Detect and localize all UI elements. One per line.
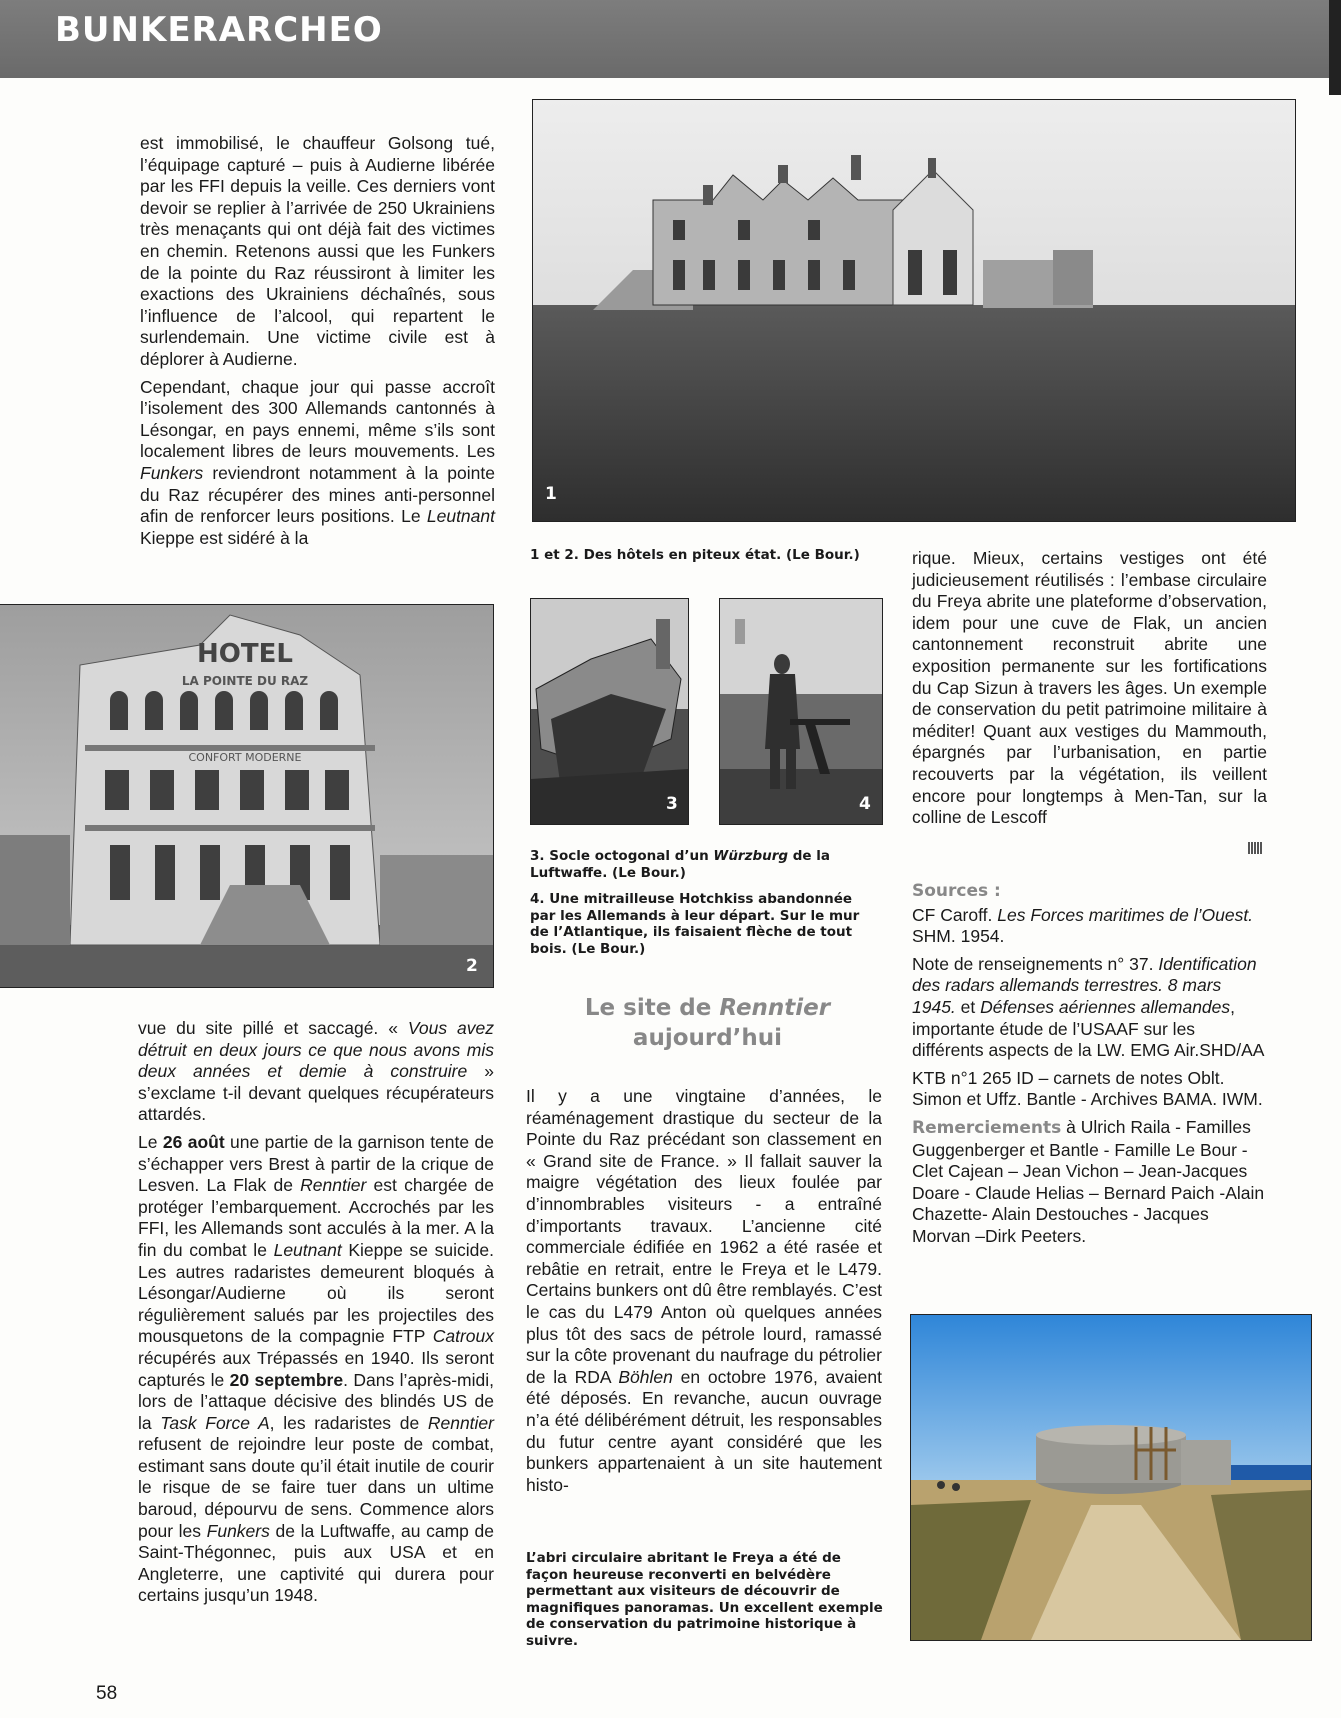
photo-5-drawing (911, 1315, 1311, 1640)
photo-3-drawing (531, 599, 688, 824)
paragraph: Il y a une vingtaine d’années, le réaménagement drastique du secteur de la Pointe du Raz précédant son classement en « Grand site de France. » Il fallait sauver la maigre végétation des lieux foulée par d’innombrables visiteurs - a entraîné d’importants travaux. L’ancienne cité commerciale édifiée en 1962 a été rasée et rebâtie en retrait, entre le Freya et le L479. Certains bunkers ont dû être remblayés. C’est le cas du L479 Anton où quelques années plus tôt des sacs de pétrole lourd, ramassé sur la côte provenant du naufrage du pétrolier de la RDA Böhlen en octobre 1976, avaient été déposés. En revanche, aucun ouvrage n’a été délibérément détruit, les responsables du futur centre ayant considéré que les bunkers appartenaient à un site hautement histo- (526, 1086, 882, 1495)
end-of-article-mark (1248, 842, 1262, 854)
page-edge (1329, 0, 1341, 95)
sources-block (912, 880, 1267, 1254)
paragraph: Cependant, chaque jour qui passe accroît l’isolement des 300 Allemands cantonnés à Lésongar, en pays ennemi, même s’ils sont localement libres de leurs mouvements. Les Funkers reviendront notamment à la pointe du Raz récupérer des mines anti-personnel afin de renforcer leurs positions. Le Leutnant Kieppe est sidéré à la (140, 376, 495, 548)
photo-number: 1 (545, 484, 557, 504)
photo-4-drawing (720, 599, 882, 824)
page-number: 58 (96, 1683, 118, 1704)
source-item: Note de renseignements n° 37. Identification des radars allemands terrestres. 8 mars 1945. et Défenses aériennes allemandes, importante étude de l’USAAF sur les différents aspects de la LW. EMG Air.SHD/AA (912, 953, 1265, 1061)
photo-4-hotchkiss-machine-gun (719, 598, 883, 825)
paragraph: vue du site pillé et saccagé. « Vous avez détruit en deux jours ce que nous avons mis deux années et demie à construire » s’exclame t-il devant quelques récupérateurs attardés. (138, 1018, 494, 1125)
col1-bottom-text (138, 1018, 494, 1613)
section-subheading: Le site de Renntier aujourd’hui (584, 995, 831, 1051)
photo-5-freya-shelter (910, 1314, 1312, 1641)
caption-photo-5: L’abri circulaire abritant le Freya a été de façon heureuse reconverti en belvédère permettant aux visiteurs de découvrir de magnifiques panoramas. Un excellent exemple de conservation du patrimoine historique à suivre. (526, 1550, 883, 1649)
source-item: CF Caroff. Les Forces maritimes de l’Ouest. SHM. 1954. (912, 904, 1254, 947)
photo-number: 3 (666, 794, 678, 814)
paragraph: Le 26 août une partie de la garnison tente de s’échapper vers Brest à partir de la crique de Lesven. La Flak de Renntier est chargée de protéger l’embarquement. Accrochés par les FFI, les Allemands sont acculés à la mer. A la fin du combat le Leutnant Kieppe se suicide. Les autres radaristes demeurent bloqués à Lésongar/Audierne où ils seront régulièrement salués par les projectiles des mousquetons de la compagnie FTP Catroux récupérés aux Trépassés en 1940. Ils seront capturés le 20 septembre. Dans l’après-midi, lors de l’attaque décisive des blindés US de la Task Force A, les radaristes de Renntier refusent de rejoindre leur poste de combat, estimant sans doute qu’il était inutile de courir le risque de se faire tuer dans un ultime baroud, dépourvu de sens. Commence alors pour les Funkers de la Luftwaffe, au camp de Saint-Thégonnec, puis aux USA et en Angleterre, une captivité qui durera pour certains jusqu’un 1948. (138, 1131, 495, 1606)
acknowledgements: Remerciements à Ulrich Raila - Familles Guggenberger et Bantle - Famille Le Bour - Clet Cajean – Jean Vichon – Jean-Jacques Doare - Claude Helias – Bernard Paich -Alain Chazette- Alain Destouches - Jacques Morvan –Dirk Peeters. (912, 1116, 1265, 1246)
caption-photos-1-2: 1 et 2. Des hôtels en piteux état. (Le Bour.) (530, 547, 860, 563)
sources-label: Sources : (912, 881, 1001, 901)
photo-number: 2 (466, 956, 478, 976)
hotel-sign-text: HOTEL (197, 639, 293, 669)
magazine-title: BUNKERARCHEO (55, 10, 383, 50)
photo-number: 4 (859, 794, 871, 814)
col3-top-text (912, 548, 1267, 835)
hotel-sign-subtext: LA POINTE DU RAZ (181, 674, 309, 688)
photo-2-hotel-pointe-du-raz (0, 604, 494, 988)
col1-top-text (140, 133, 495, 555)
hotel-sign-banner: CONFORT MODERNE (188, 751, 302, 764)
paragraph: rique. Mieux, certains vestiges ont été judicieusement réutilisés : l’embase circulaire du Freya abrite une plateforme d’observation, idem pour une cuve de Flak, un ancien cantonnement reconstruit abrite une exposition permanente sur les fortifications du Cap Sizun à travers les âges. Un exemple de conservation du petit patrimoine militaire à méditer! Quant aux vestiges du Mammouth, épargnés par l’urbanisation, en partie recouverts par la végétation, ils veillent encore pour longtemps à Men-Tan, sur la colline de Lescoff (912, 548, 1267, 828)
caption-photo-4: 4. Une mitrailleuse Hotchkiss abandonnée par les Allemands à leur départ. Sur le mur de l’Atlantique, ils faisaient flèche de tout bois. (Le Bour.) (530, 891, 860, 957)
page-header (0, 0, 1330, 78)
col2-text (526, 1086, 882, 1502)
caption-photo-3: 3. Socle octogonal d’un Würzburg de la Luftwaffe. (Le Bour.) (530, 848, 831, 881)
source-item: KTB n°1 265 ID – carnets de notes Oblt. Simon et Uffz. Bantle - Archives BAMA. IWM. (912, 1067, 1263, 1110)
photo-3-wurzburg-base (530, 598, 689, 825)
photo-2-drawing (0, 605, 493, 987)
photo-1-drawing (533, 100, 1295, 521)
photo-1-ruined-hotel (532, 99, 1296, 522)
paragraph: est immobilisé, le chauffeur Golsong tué, l’équipage capturé – puis à Audierne libérée par les FFI depuis la veille. Ces derniers vont devoir se replier à l’arrivée de 250 Ukrainiens très menaçants qui ont déjà fait des victimes en chemin. Retenons aussi que les Funkers de la pointe du Raz réussiront à limiter les exactions des Ukrainiens déchaînés, sous l’influence de l’alcool, qui repartent le surlendemain. Une victime civile est à déplorer à Audierne. (140, 133, 495, 369)
